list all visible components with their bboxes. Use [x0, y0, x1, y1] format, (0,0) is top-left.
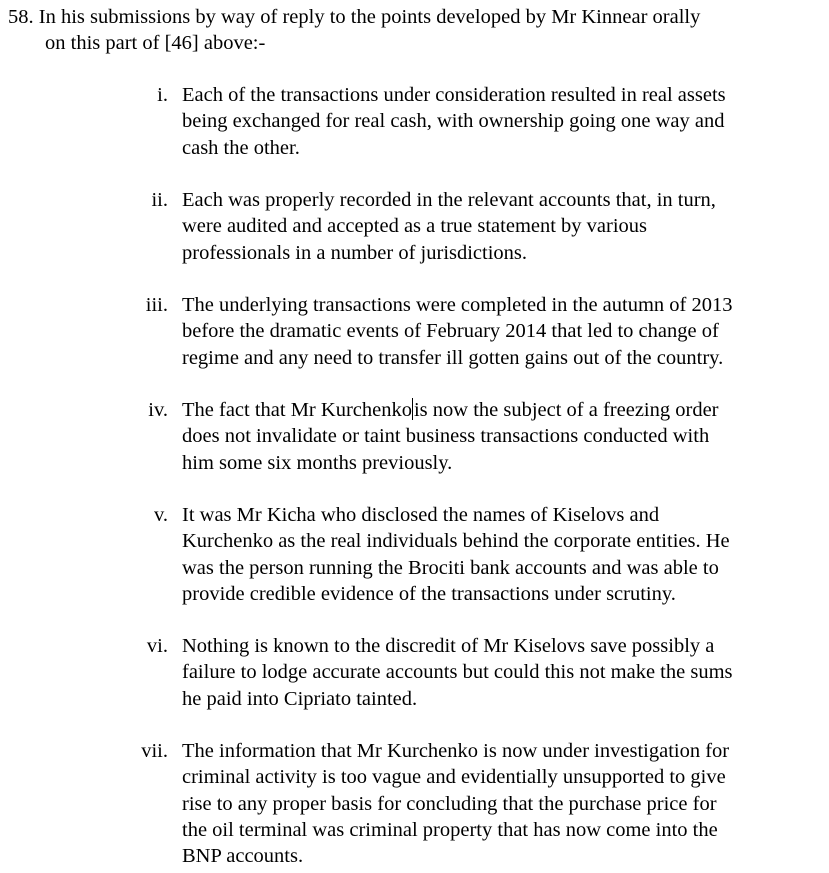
text-line: Each was properly recorded in the relevant accounts that, in turn,: [182, 189, 716, 211]
list-item-text: [182, 292, 822, 371]
list-item-text: [182, 82, 822, 161]
list-item-text: [182, 187, 822, 266]
text-line: BNP accounts.: [182, 845, 304, 868]
text-line: him some six months previously.: [182, 451, 453, 474]
text-line: The underlying transactions were completed in the autumn of 2013: [182, 294, 733, 316]
text-line: criminal activity is too vague and evidentially unsupported to give: [182, 766, 726, 789]
list-item-text: [182, 502, 822, 607]
list-item-numeral: vii.: [141, 740, 168, 762]
text-line: failure to lodge accurate accounts but could this not make the sums: [182, 661, 733, 684]
paragraph-line: [8, 4, 808, 30]
text-line: he paid into Cipriato tainted.: [182, 687, 418, 710]
list-item-numeral: i.: [157, 84, 168, 106]
text-line: were audited and accepted as a true statement by various: [182, 215, 648, 238]
text-line: before the dramatic events of February 2014 that led to change of: [182, 320, 719, 343]
text-line: professionals in a number of jurisdictions.: [182, 241, 528, 264]
paragraph-58: [8, 4, 808, 56]
list-item-text: [182, 397, 822, 476]
text-line: The information that Mr Kurchenko is now under investigation for: [182, 740, 730, 762]
paragraph-number: 58.: [8, 6, 34, 28]
list-item-text: [182, 633, 822, 712]
text-line: Nothing is known to the discredit of Mr Kiselovs save possibly a: [182, 635, 715, 657]
list-item-numeral: v.: [153, 504, 168, 526]
list-item-numeral: vi.: [146, 635, 168, 657]
list-item-numeral: iv.: [148, 399, 168, 421]
text-line: provide credible evidence of the transactions under scrutiny.: [182, 582, 676, 605]
text-line: Kurchenko as the real individuals behind the corporate entities. He: [182, 530, 730, 553]
text-line: cash the other.: [182, 136, 300, 159]
text-before-cursor: The fact that Mr Kurchenko: [182, 399, 412, 421]
list-item-numeral: iii.: [145, 294, 168, 316]
text-after-cursor: is now the subject of a freezing order: [413, 399, 719, 421]
text-line: was the person running the Brociti bank accounts and was able to: [182, 556, 719, 579]
text-line: being exchanged for real cash, with ownership going one way and: [182, 110, 725, 133]
paragraph-line: on this part of [46] above:-: [45, 32, 266, 54]
text-line: Each of the transactions under consideration resulted in real assets: [182, 84, 726, 106]
paragraph-text: In his submissions by way of reply to the points developed by Mr Kinnear orally: [38, 6, 701, 28]
text-line: the oil terminal was criminal property that has now come into the: [182, 818, 718, 841]
list-item-numeral: ii.: [151, 189, 168, 211]
text-line: It was Mr Kicha who disclosed the names of Kiselovs and: [182, 504, 660, 526]
text-line: rise to any proper basis for concluding that the purchase price for: [182, 792, 717, 815]
text-line: regime and any need to transfer ill gotten gains out of the country.: [182, 346, 724, 369]
list-item-text: [182, 738, 822, 869]
text-line: [182, 397, 822, 423]
text-line: does not invalidate or taint business transactions conducted with: [182, 425, 710, 448]
